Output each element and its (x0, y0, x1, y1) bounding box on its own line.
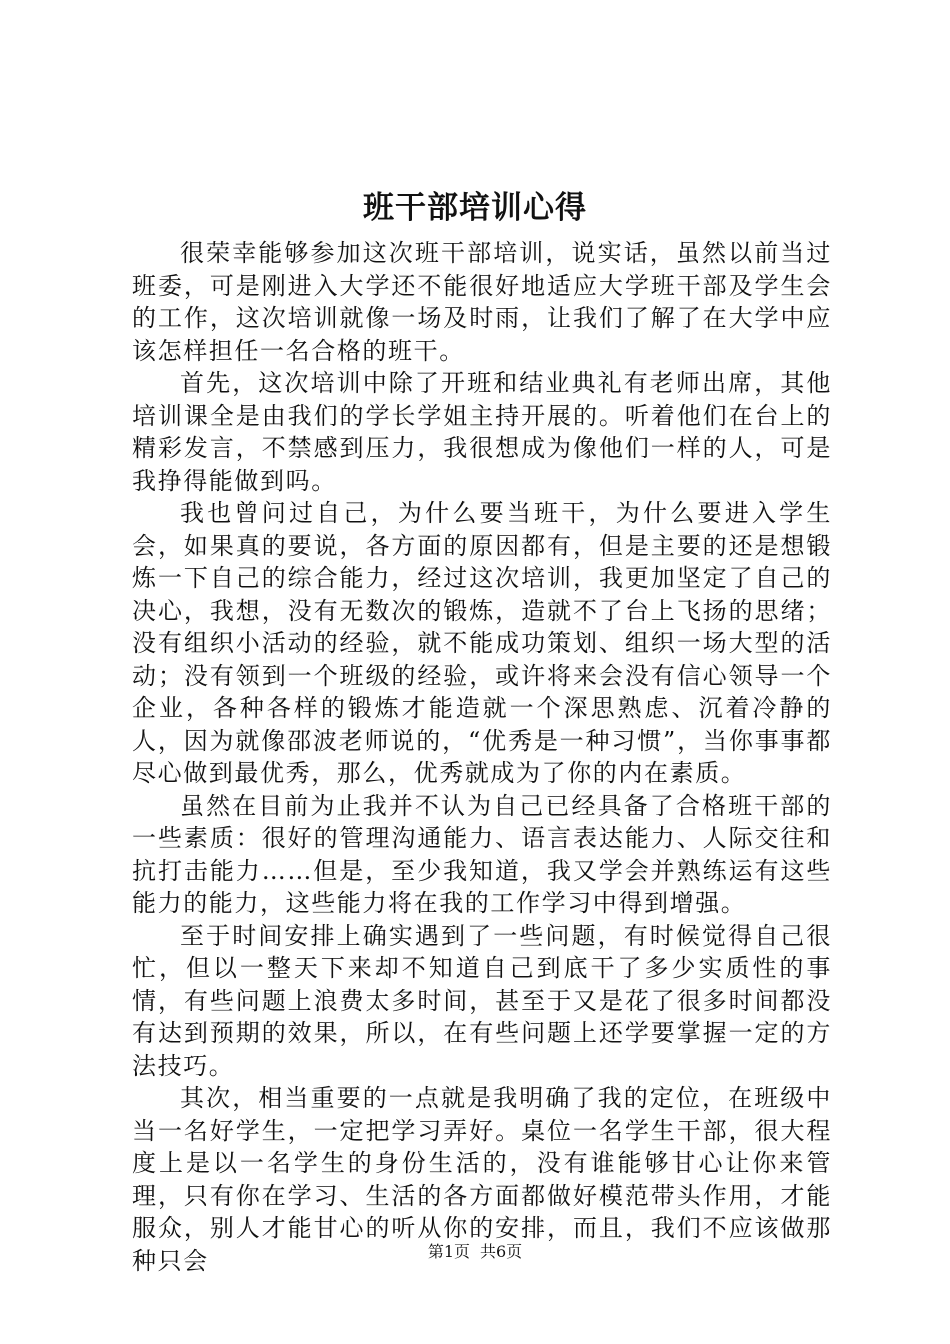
paragraph: 很荣幸能够参加这次班干部培训，说实话，虽然以前当过班委，可是刚进入大学还不能很好地适应大学班干部及学生会的工作，这次培训就像一场及时雨，让我们了解了在大学中应该怎样担任一名合格的班干。 (132, 239, 832, 365)
page-footer (0, 1240, 950, 1264)
document-body (132, 237, 832, 1277)
paragraph: 至于时间安排上确实遇到了一些问题，有时候觉得自己很忙，但以一整天下来却不知道自己到底干了多少实质性的事情，有些问题上浪费太多时间，甚至于又是花了很多时间都没有达到预期的效果，所以，在有些问题上还学要掌握一定的方法技巧。 (132, 921, 832, 1080)
document-title: 班干部培训心得 (363, 190, 587, 226)
page-number: 第1页 (427, 1242, 470, 1261)
paragraph: 虽然在目前为止我并不认为自己已经具备了合格班干部的一些素质：很好的管理沟通能力、语言表达能力、人际交往和抗打击能力……但是，至少我知道，我又学会并熟练运有这些能力的能力，这些能力将在我的工作学习中得到增强。 (132, 791, 832, 917)
paragraph: 我也曾问过自己，为什么要当班干，为什么要进入学生会，如果真的要说，各方面的原因都有，但是主要的还是想锻炼一下自己的综合能力，经过这次培训，我更加坚定了自己的决心，我想，没有无数次的锻炼，造就不了台上飞扬的思绪；没有组织小活动的经验，就不能成功策划、组织一场大型的活动；没有领到一个班级的经验，或许将来会没有信心领导一个企业，各种各样的锻炼才能造就一个深思熟虑、沉着冷静的人，因为就像邵波老师说的，“优秀是一种习惯”，当你事事都尽心做到最优秀，那么，优秀就成为了你的内在素质。 (132, 499, 832, 787)
page-total: 共6页 (480, 1242, 523, 1261)
paragraph: 首先，这次培训中除了开班和结业典礼有老师出席，其他培训课全是由我们的学长学姐主持开展的。听着他们在台上的精彩发言，不禁感到压力，我很想成为像他们一样的人，可是我挣得能做到吗。 (132, 369, 832, 495)
paragraph: 其次，相当重要的一点就是我明确了我的定位，在班级中当一名好学生，一定把学习弄好。桌位一名学生干部，很大程度上是以一名学生的身份生活的，没有谁能够甘心让你来管理，只有你在学习、生活的各方面都做好模范带头作用，才能服众，别人才能甘心的听从你的安排，而且，我们不应该做那种只会 (132, 1084, 832, 1275)
